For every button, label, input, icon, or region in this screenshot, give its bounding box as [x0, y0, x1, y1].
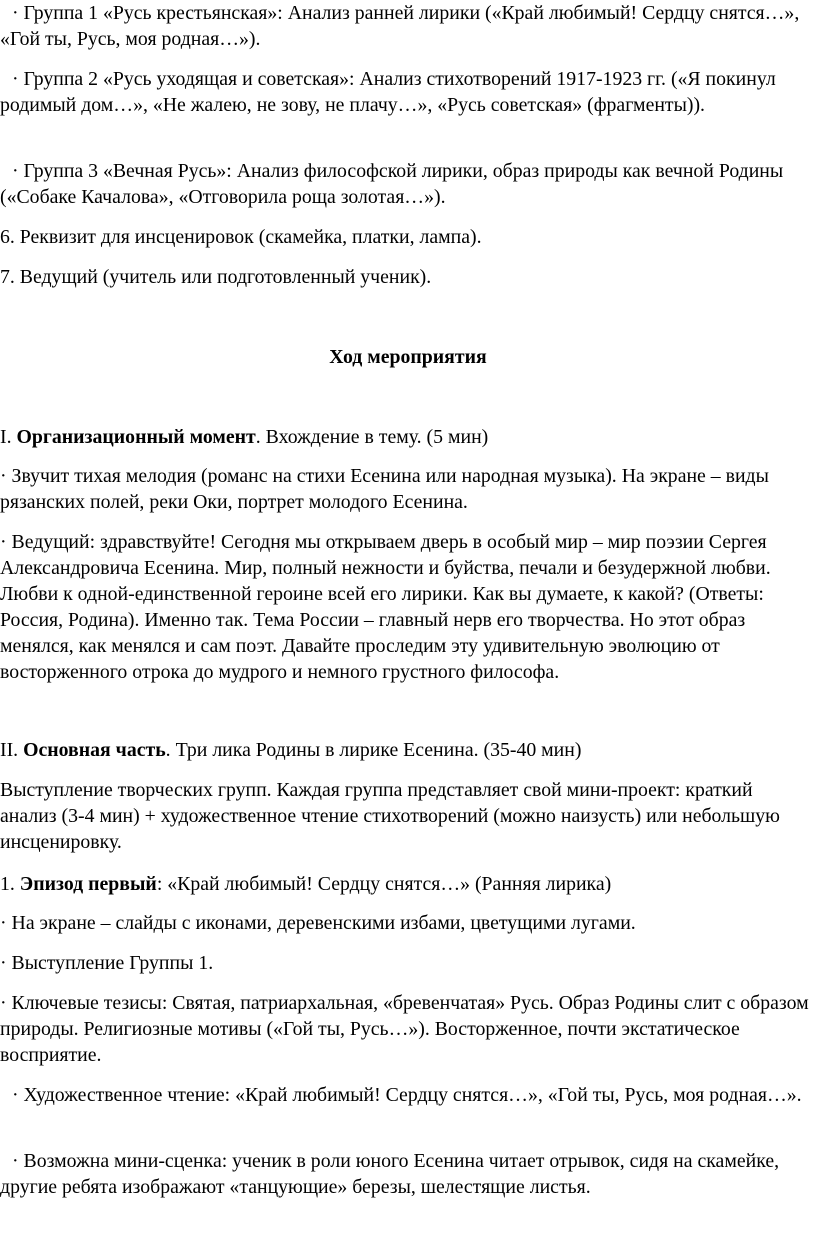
section-1-number: I.: [0, 426, 17, 448]
episode-1-number: 1.: [0, 873, 20, 895]
episode-1-bullet-theses: · Ключевые тезисы: Святая, патриархальная, «бревенчатая» Русь. Образ Родины слит с образом природы. Религиозные мотивы («Гой ты, Русь…»). Восторженное, почти экстатическое восприятие.: [0, 992, 809, 1066]
section-2-title-rest: . Три лика Родины в лирике Есенина. (35-40 мин): [165, 739, 582, 761]
section-2-intro: Выступление творческих групп. Каждая группа представляет свой мини-проект: краткий анализ (3-4 мин) + художественное чтение стихотворений (можно наизусть) или небольшую инсценировку.: [0, 779, 780, 853]
section-1-bullet-2: · Ведущий: здравствуйте! Сегодня мы открываем дверь в особый мир – мир поэзии Сергея Александровича Есенина. Мир, полный нежности и буйства, печали и безудержной любви. Любви к одной-единственной героине всей его лирики. Как вы думаете, к какой? (Ответы: Россия, Родина). Именно так. Тема России – главный нерв его творчества. Но этот образ менялся, как менялся и сам поэт. Давайте проследим эту удивительную эволюцию от восторженного отрока до мудрого и немного грустного философа.: [0, 531, 771, 683]
section-2-number: II.: [0, 739, 24, 761]
section-2-title: [0, 737, 812, 763]
group-1-paragraph: · Группа 1 «Русь крестьянская»: Анализ ранней лирики («Край любимый! Сердцу снятся…», «Гой ты, Русь, моя родная…»).: [0, 2, 800, 50]
item-6-paragraph: 6. Реквизит для инсценировок (скамейка, платки, лампа).: [0, 226, 482, 248]
episode-1-bullet-slides: · На экране – слайды с иконами, деревенскими избами, цветущими лугами.: [0, 912, 636, 934]
section-2-title-bold: Основная часть: [23, 739, 166, 761]
episode-1-title-bold: Эпизод первый: [19, 873, 157, 895]
episode-1-title: [0, 871, 812, 897]
section-1-bullet-1: · Звучит тихая мелодия (романс на стихи Есенина или народная музыка). На экране – виды рязанских полей, реки Оки, портрет молодого Есенина.: [0, 465, 769, 513]
section-1-title: [0, 424, 812, 450]
section-1-title-rest: . Вхождение в тему. (5 мин): [255, 426, 489, 448]
episode-1-title-rest: : «Край любимый! Сердцу снятся…» (Ранняя лирика): [156, 873, 612, 895]
section-heading: Ход мероприятия: [329, 346, 487, 368]
episode-1-bullet-scene: · Возможна мини-сценка: ученик в роли юного Есенина читает отрывок, сидя на скамейке, другие ребята изображают «танцующие» березы, шелестящие листья.: [0, 1150, 780, 1198]
episode-1-bullet-performance: · Выступление Группы 1.: [0, 952, 214, 974]
group-2-paragraph: · Группа 2 «Русь уходящая и советская»: Анализ стихотворений 1917-1923 гг. («Я покинул родимый дом…», «Не жалею, не зову, не плачу…», «Русь советская» (фрагменты)).: [0, 68, 776, 116]
group-3-paragraph: · Группа 3 «Вечная Русь»: Анализ философской лирики, образ природы как вечной Родины («Собаке Качалова», «Отговорила роща золотая…»).: [0, 160, 784, 208]
episode-1-bullet-reading: · Художественное чтение: «Край любимый! Сердцу снятся…», «Гой ты, Русь, моя родная…».: [12, 1084, 802, 1106]
item-7-paragraph: 7. Ведущий (учитель или подготовленный ученик).: [0, 266, 432, 288]
section-1-title-bold: Организационный момент: [16, 426, 256, 448]
